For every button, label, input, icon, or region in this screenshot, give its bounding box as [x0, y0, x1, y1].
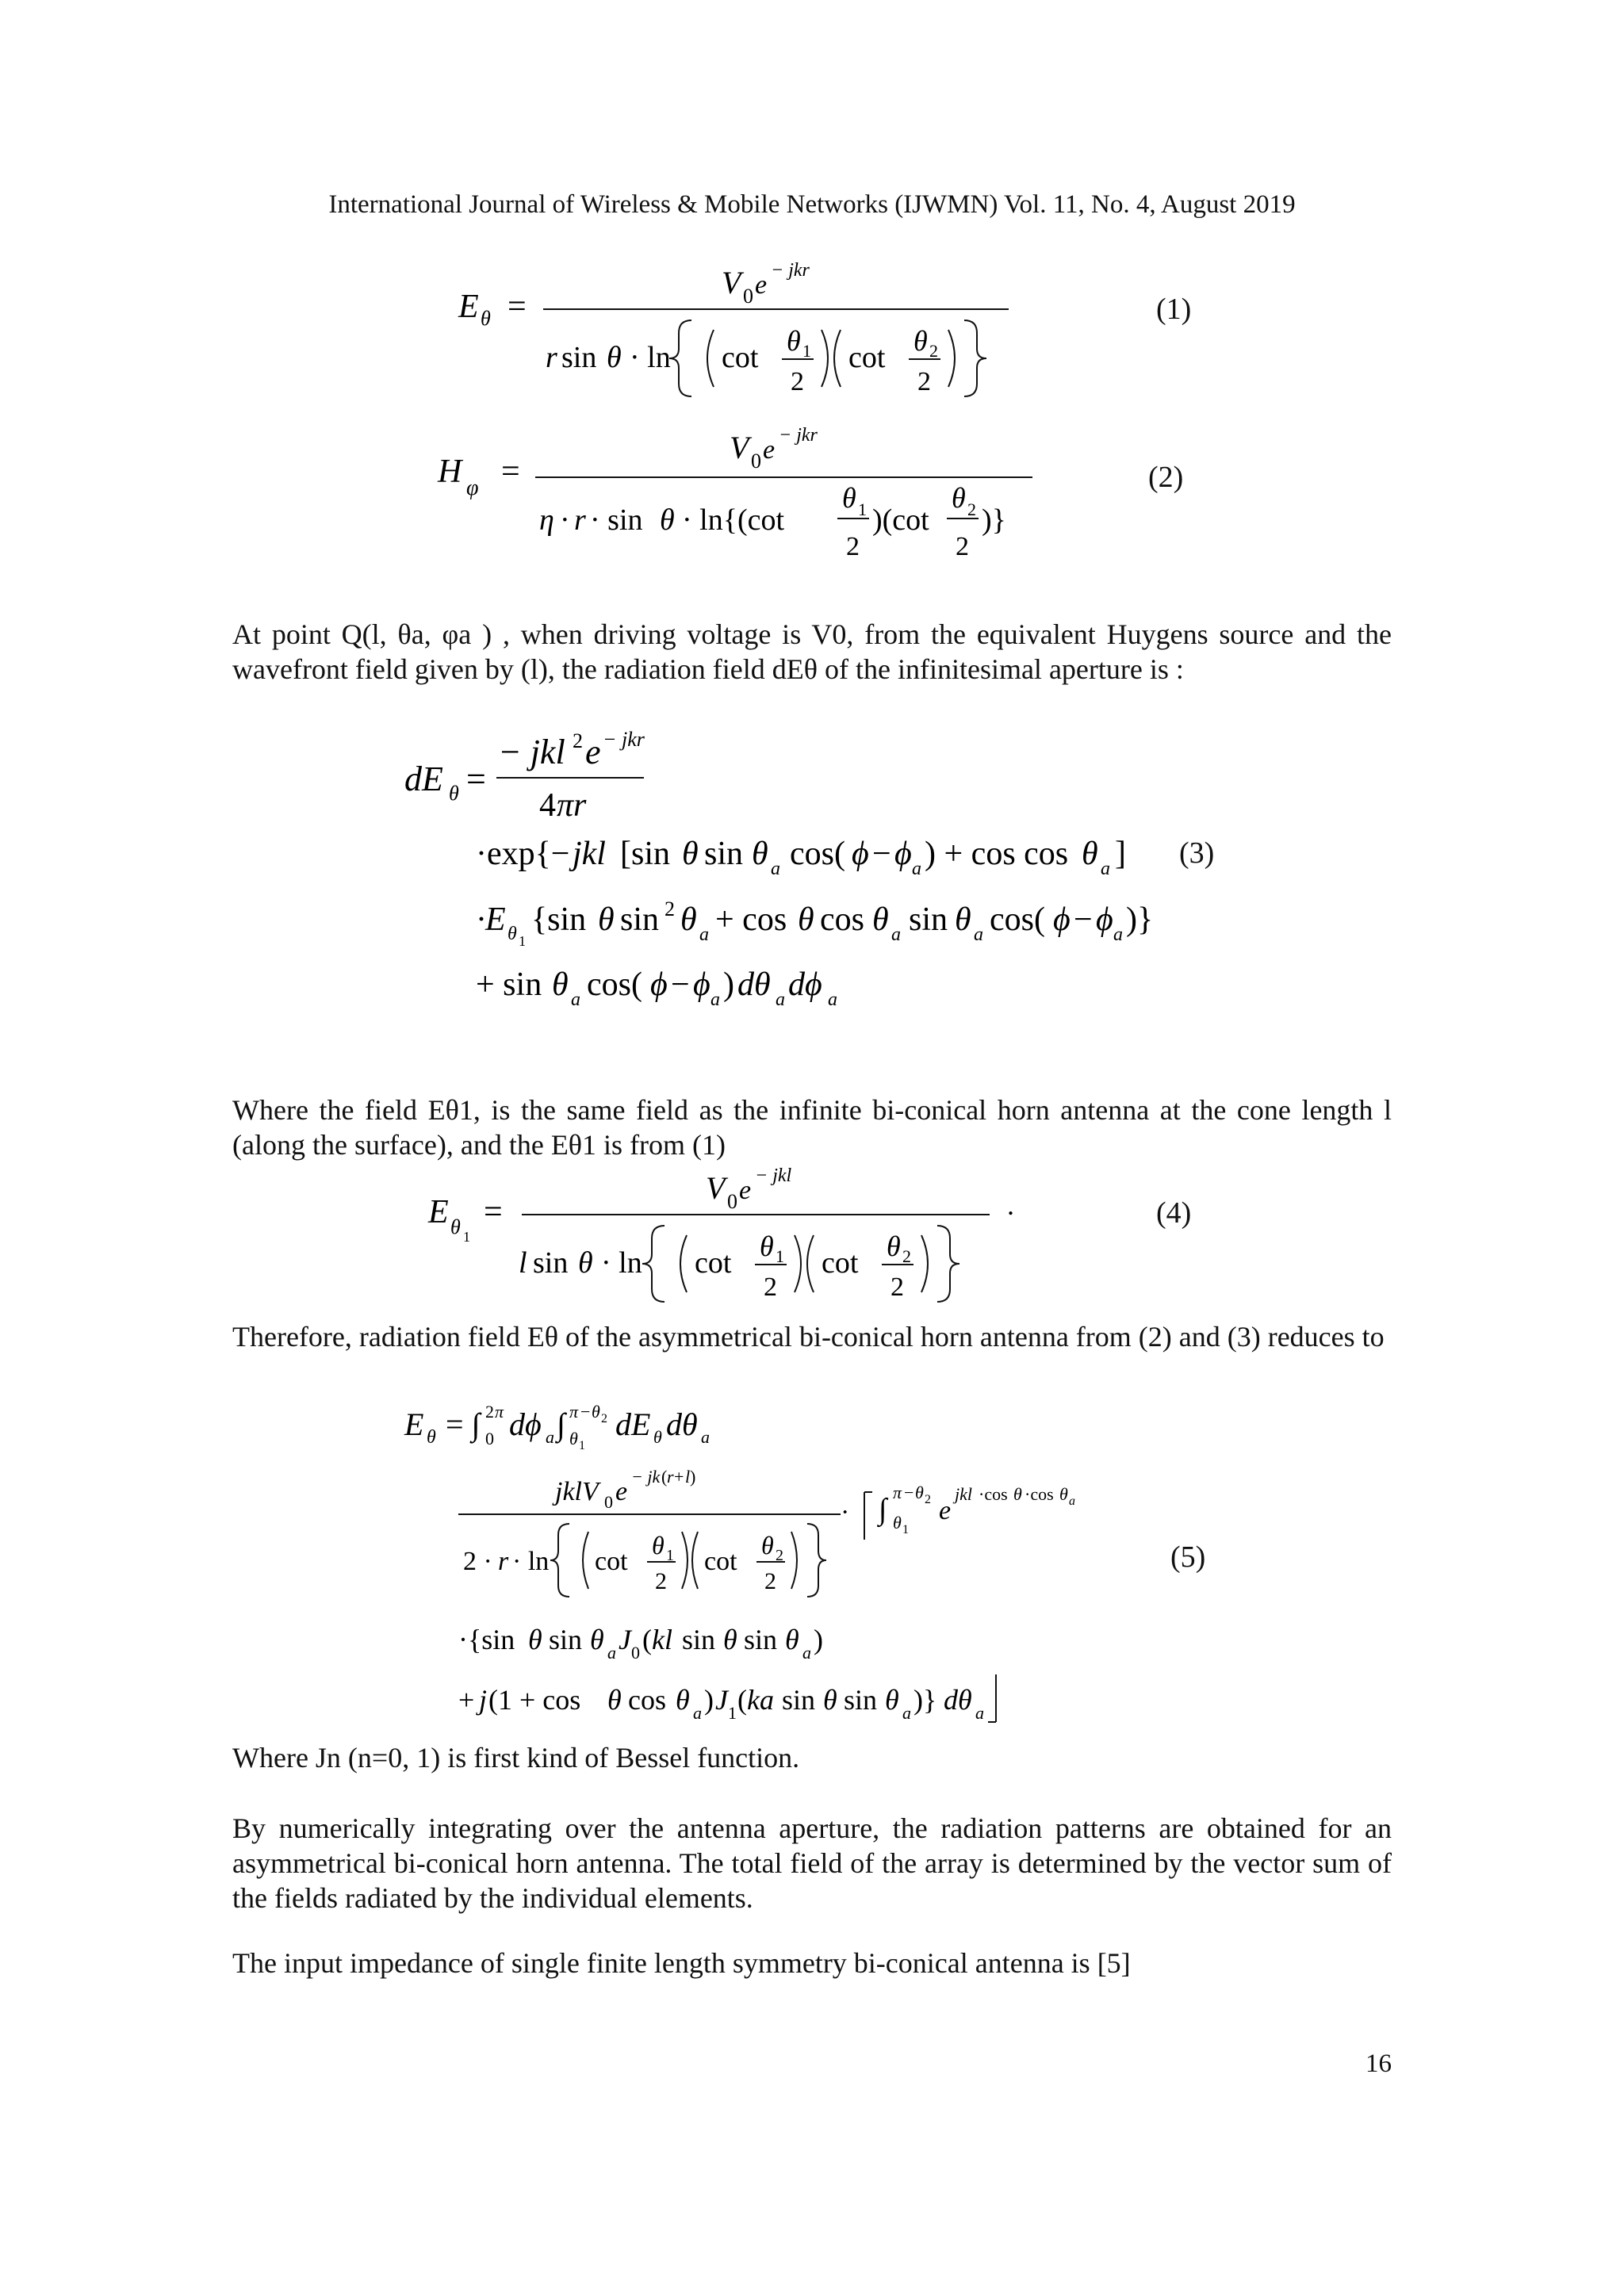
svg-text:1: 1 — [802, 341, 811, 361]
svg-text:sin: sin — [909, 901, 948, 938]
svg-text:dE: dE — [404, 760, 443, 798]
svg-text:)(cot: )(cot — [872, 503, 929, 537]
svg-text:a: a — [699, 924, 709, 945]
svg-text:a: a — [975, 1703, 984, 1723]
svg-text:− jk: − jk — [631, 1467, 661, 1487]
svg-text:−: − — [671, 966, 690, 1003]
svg-text:· ln: · ln — [512, 1547, 550, 1576]
svg-text:θ: θ — [590, 1624, 604, 1655]
svg-text:dϕ: dϕ — [788, 966, 822, 1003]
svg-text:dϕ: dϕ — [509, 1406, 542, 1442]
equation-4-number: (4) — [1156, 1196, 1192, 1230]
svg-text:sin: sin — [782, 1684, 816, 1716]
svg-text:H: H — [438, 453, 462, 490]
svg-text:2: 2 — [956, 532, 969, 561]
svg-text:− jkl: − jkl — [755, 1165, 792, 1186]
svg-text:a: a — [701, 1427, 710, 1447]
svg-text:θ: θ — [955, 901, 971, 938]
svg-text:kl: kl — [652, 1624, 672, 1655]
equation-5 — [396, 1394, 1269, 1735]
svg-text:1: 1 — [776, 1246, 784, 1266]
svg-text:0: 0 — [604, 1492, 613, 1512]
svg-text:V: V — [722, 265, 741, 300]
equation-5-number: (5) — [1170, 1540, 1206, 1574]
svg-text:1: 1 — [728, 1703, 737, 1723]
paragraph-3: Therefore, radiation field Eθ of the asymmetrical bi-conical horn antenna from (2) and (3) reduces to — [232, 1321, 1385, 1353]
svg-text:− jkl: − jkl — [498, 733, 565, 771]
paragraph-4: Where Jn (n=0, 1) is first kind of Bessel function. — [232, 1742, 800, 1774]
svg-text:cot: cot — [722, 341, 759, 374]
svg-text:2: 2 — [601, 1412, 607, 1425]
svg-text:0: 0 — [751, 450, 761, 473]
svg-text:dθ: dθ — [944, 1684, 972, 1716]
svg-text:·: · — [841, 1498, 850, 1527]
svg-text:2: 2 — [891, 1272, 904, 1302]
svg-text:(: ( — [661, 1467, 668, 1487]
svg-text:2: 2 — [917, 367, 931, 396]
svg-text:(: ( — [642, 1624, 652, 1655]
svg-text:e: e — [615, 1477, 628, 1506]
svg-text:)}: )} — [1126, 901, 1154, 938]
svg-text:θ: θ — [787, 325, 801, 357]
journal-header: International Journal of Wireless & Mobile Networks (IJWMN) Vol. 11, No. 4, August 2019 — [328, 190, 1296, 219]
svg-text:r: r — [546, 341, 557, 374]
svg-text:=: = — [484, 1194, 503, 1230]
svg-text:sin: sin — [620, 901, 660, 938]
svg-text:+ cos: + cos — [715, 901, 787, 938]
svg-text:sin: sin — [744, 1624, 778, 1655]
svg-text:1: 1 — [858, 499, 867, 519]
paragraph-2: Where the field Eθ1, is the same field as the infinite bi-conical horn antenna at the cone length l (along the surface), and the Eθ1 is from (1) — [232, 1094, 1392, 1161]
svg-text:θ: θ — [552, 966, 569, 1003]
svg-text:φ: φ — [466, 476, 479, 500]
svg-text:[sin: [sin — [620, 836, 670, 872]
svg-text:θ: θ — [842, 482, 856, 514]
svg-text:− jkr: − jkr — [603, 728, 645, 751]
svg-text:π: π — [569, 1402, 579, 1422]
svg-text:θ: θ — [607, 341, 622, 374]
svg-text:πr: πr — [557, 787, 587, 824]
svg-text:= ∫: = ∫ — [446, 1406, 481, 1442]
svg-text:ϕ: ϕ — [1096, 901, 1113, 938]
svg-text:2: 2 — [655, 1568, 667, 1594]
svg-text:cos(: cos( — [587, 966, 642, 1003]
equation-1-number: (1) — [1156, 293, 1192, 326]
svg-text:−: − — [1074, 901, 1093, 938]
svg-text:− jkr: − jkr — [779, 425, 818, 446]
svg-text:2: 2 — [764, 1568, 776, 1594]
svg-text:−: − — [580, 1402, 591, 1422]
svg-text:a: a — [1069, 1494, 1075, 1508]
svg-text:0: 0 — [743, 285, 753, 308]
svg-text:ϕ: ϕ — [852, 836, 869, 872]
svg-text:θ: θ — [823, 1684, 837, 1716]
svg-text:∫: ∫ — [557, 1406, 565, 1442]
svg-text:· ln{(cot: · ln{(cot — [682, 503, 785, 537]
svg-text:θ: θ — [481, 307, 491, 330]
svg-text:η: η — [539, 503, 554, 537]
svg-text:θ: θ — [893, 1513, 902, 1533]
equation-3-number: (3) — [1179, 836, 1215, 870]
svg-text:a: a — [607, 1643, 616, 1663]
svg-text:r: r — [667, 1467, 674, 1487]
svg-text:θ: θ — [592, 1402, 600, 1422]
svg-text:θ: θ — [660, 503, 675, 537]
svg-text:j: j — [479, 1684, 488, 1716]
svg-text:ϕ: ϕ — [1053, 901, 1071, 938]
svg-text:e: e — [739, 1176, 752, 1205]
svg-text:2: 2 — [925, 1493, 931, 1506]
svg-text:· ln: · ln — [630, 341, 671, 374]
svg-text:a: a — [902, 1703, 911, 1723]
svg-text:θ: θ — [1082, 836, 1098, 872]
svg-text:sin: sin — [561, 341, 597, 374]
svg-text:1: 1 — [519, 933, 526, 949]
svg-text:·: · — [476, 901, 487, 938]
svg-text:+: + — [458, 1684, 475, 1716]
svg-text:V: V — [730, 430, 749, 465]
svg-text:cot: cot — [822, 1246, 859, 1280]
svg-text:θ: θ — [885, 1684, 899, 1716]
svg-text:sin: sin — [704, 836, 744, 872]
svg-text:(: ( — [737, 1684, 747, 1716]
svg-text:2 ·: 2 · — [463, 1547, 492, 1576]
equation-3 — [396, 718, 1269, 1027]
svg-text:θ: θ — [723, 1624, 737, 1655]
svg-text:e: e — [763, 435, 776, 465]
svg-text:·cos: ·cos — [1025, 1484, 1054, 1504]
svg-text:ϕ: ϕ — [693, 966, 710, 1003]
svg-text:ϕ: ϕ — [650, 966, 668, 1003]
svg-text:E: E — [404, 1406, 424, 1442]
svg-text:): ) — [690, 1467, 696, 1487]
svg-text:·{sin: ·{sin — [458, 1624, 515, 1655]
svg-text:)}: )} — [982, 503, 1006, 537]
svg-text:l: l — [685, 1467, 691, 1487]
page-number: 16 — [1365, 2049, 1392, 2078]
svg-text:a: a — [776, 989, 785, 1010]
svg-text:−: − — [904, 1483, 914, 1502]
equation-2-number: (2) — [1148, 461, 1184, 494]
svg-text:cot: cot — [695, 1246, 732, 1280]
svg-text:dE: dE — [615, 1406, 651, 1442]
svg-text:θ: θ — [598, 901, 615, 938]
svg-text:sin: sin — [533, 1246, 569, 1280]
svg-text:a: a — [710, 989, 720, 1010]
svg-text:− jkr: − jkr — [771, 260, 810, 281]
svg-text:+ sin: + sin — [476, 966, 542, 1003]
svg-text:J: J — [715, 1684, 728, 1716]
svg-text:2: 2 — [573, 729, 583, 752]
svg-text:E: E — [428, 1194, 449, 1230]
svg-text:1: 1 — [579, 1439, 585, 1452]
svg-text:cos: cos — [628, 1684, 666, 1716]
svg-text:e: e — [585, 733, 601, 771]
svg-text:l: l — [519, 1246, 527, 1280]
svg-text:θ: θ — [508, 924, 517, 944]
svg-text:sin: sin — [549, 1624, 583, 1655]
equation-4 — [420, 1159, 1055, 1318]
svg-text:E: E — [458, 289, 479, 325]
equation-2 — [428, 419, 1063, 577]
svg-text:θ: θ — [798, 901, 814, 938]
svg-text:=: = — [466, 760, 486, 798]
svg-text:e: e — [939, 1496, 952, 1525]
svg-text:θ: θ — [785, 1624, 799, 1655]
svg-text:=: = — [508, 289, 527, 325]
svg-text:r: r — [498, 1547, 509, 1576]
svg-text:ka: ka — [747, 1684, 774, 1716]
svg-text:jkl: jkl — [573, 836, 606, 872]
svg-text:dθ: dθ — [666, 1406, 698, 1442]
svg-text:θ: θ — [682, 836, 699, 872]
svg-text:cos: cos — [820, 901, 864, 938]
svg-text:0: 0 — [727, 1190, 737, 1213]
svg-text:): ) — [704, 1684, 714, 1716]
svg-text:0: 0 — [631, 1643, 640, 1663]
svg-text:·exp{−: ·exp{− — [476, 836, 570, 872]
svg-text:θ: θ — [952, 482, 966, 514]
svg-text:{sin: {sin — [531, 901, 587, 938]
svg-text:· sin: · sin — [590, 503, 643, 537]
svg-text:a: a — [771, 859, 780, 879]
svg-text:a: a — [693, 1703, 702, 1723]
svg-text:θ: θ — [569, 1429, 578, 1448]
svg-text:a: a — [546, 1427, 554, 1447]
svg-text:V: V — [706, 1170, 726, 1206]
svg-text:a: a — [1101, 859, 1110, 879]
svg-text:θ: θ — [578, 1246, 593, 1280]
svg-text:θ: θ — [760, 1230, 774, 1262]
svg-text:∫: ∫ — [879, 1493, 887, 1526]
svg-text:cot: cot — [848, 341, 886, 374]
svg-text:a: a — [571, 989, 580, 1010]
svg-text:a: a — [1113, 924, 1123, 945]
svg-text:θ: θ — [676, 1684, 690, 1716]
svg-text:4: 4 — [539, 787, 556, 824]
svg-text:ϕ: ϕ — [894, 836, 912, 872]
svg-text:a: a — [802, 1643, 811, 1663]
svg-text:E: E — [485, 901, 506, 938]
svg-text:dθ: dθ — [737, 966, 771, 1003]
svg-text:2: 2 — [764, 1272, 777, 1302]
svg-text:1: 1 — [463, 1229, 470, 1245]
svg-text:2: 2 — [791, 367, 804, 396]
svg-text:θ: θ — [528, 1624, 542, 1655]
svg-text:θ: θ — [449, 782, 459, 805]
svg-text:jkl: jkl — [955, 1484, 972, 1504]
svg-text:θ: θ — [450, 1215, 461, 1238]
svg-text:π: π — [495, 1402, 504, 1422]
svg-text:cot: cot — [704, 1547, 737, 1576]
svg-text:a: a — [891, 924, 901, 945]
svg-text:a: a — [974, 924, 983, 945]
svg-text:jklV: jklV — [555, 1477, 599, 1506]
svg-text:+: + — [674, 1467, 684, 1487]
svg-text:cos(: cos( — [790, 836, 845, 872]
svg-text:1: 1 — [666, 1547, 674, 1564]
svg-text:]: ] — [1115, 836, 1126, 872]
svg-text:θ: θ — [427, 1427, 436, 1448]
paragraph-1: At point Q(l, θa, φa ) , when driving voltage is V0, from the equivalent Huygens source and the wavefront field given by (l), the radiation field dEθ of the infinitesimal aperture is : — [232, 618, 1392, 685]
svg-text:θ: θ — [752, 836, 768, 872]
svg-text:θ: θ — [872, 901, 889, 938]
svg-text:cos(: cos( — [990, 901, 1045, 938]
svg-text:θ: θ — [607, 1684, 622, 1716]
svg-text:cot: cot — [595, 1547, 628, 1576]
svg-text:2: 2 — [902, 1246, 911, 1266]
svg-text:θ: θ — [761, 1531, 774, 1559]
svg-text:θ: θ — [1013, 1484, 1022, 1504]
svg-text:θ: θ — [680, 901, 697, 938]
svg-text:π: π — [893, 1483, 902, 1502]
svg-text:θ: θ — [652, 1531, 665, 1559]
paragraph-6: The input impedance of single finite length symmetry bi-conical antenna is [5] — [232, 1947, 1131, 1979]
svg-text:θ: θ — [914, 325, 928, 357]
svg-text:): ) — [723, 966, 734, 1003]
svg-text:0: 0 — [485, 1429, 494, 1448]
svg-text:(1 + cos: (1 + cos — [488, 1684, 581, 1716]
svg-text:J: J — [619, 1624, 631, 1655]
svg-text:a: a — [828, 989, 837, 1010]
svg-text:e: e — [755, 270, 768, 300]
svg-text:2: 2 — [967, 499, 976, 519]
svg-text:θ: θ — [653, 1427, 662, 1447]
svg-text:θ: θ — [887, 1230, 901, 1262]
equation-1 — [444, 254, 1047, 420]
svg-text:1: 1 — [902, 1523, 909, 1536]
svg-text:2: 2 — [665, 897, 675, 920]
svg-text:·: · — [560, 503, 570, 537]
svg-text:θ: θ — [1059, 1484, 1068, 1504]
svg-text:r: r — [574, 503, 586, 537]
paragraph-5: By numerically integrating over the antenna aperture, the radiation patterns are obtained for an asymmetrical bi-conical horn antenna. The total field of the array is determined by the vector sum of the fields radiated by the individual elements. — [232, 1812, 1392, 1914]
svg-text:2: 2 — [776, 1547, 783, 1564]
svg-text:−: − — [872, 836, 891, 872]
svg-text:=: = — [501, 453, 520, 490]
svg-text:sin: sin — [682, 1624, 716, 1655]
svg-text:· ln: · ln — [601, 1246, 642, 1280]
svg-text:2: 2 — [929, 341, 938, 361]
svg-text:): ) — [814, 1624, 823, 1655]
svg-text:)}: )} — [914, 1684, 937, 1716]
svg-text:a: a — [912, 859, 921, 879]
svg-text:2: 2 — [485, 1402, 494, 1422]
svg-text:) + cos cos: ) + cos cos — [925, 836, 1069, 872]
svg-text:θ: θ — [915, 1483, 924, 1502]
svg-text:2: 2 — [846, 532, 860, 561]
svg-text:.: . — [1007, 1189, 1014, 1221]
svg-text:·cos: ·cos — [979, 1484, 1008, 1504]
svg-text:sin: sin — [844, 1684, 878, 1716]
